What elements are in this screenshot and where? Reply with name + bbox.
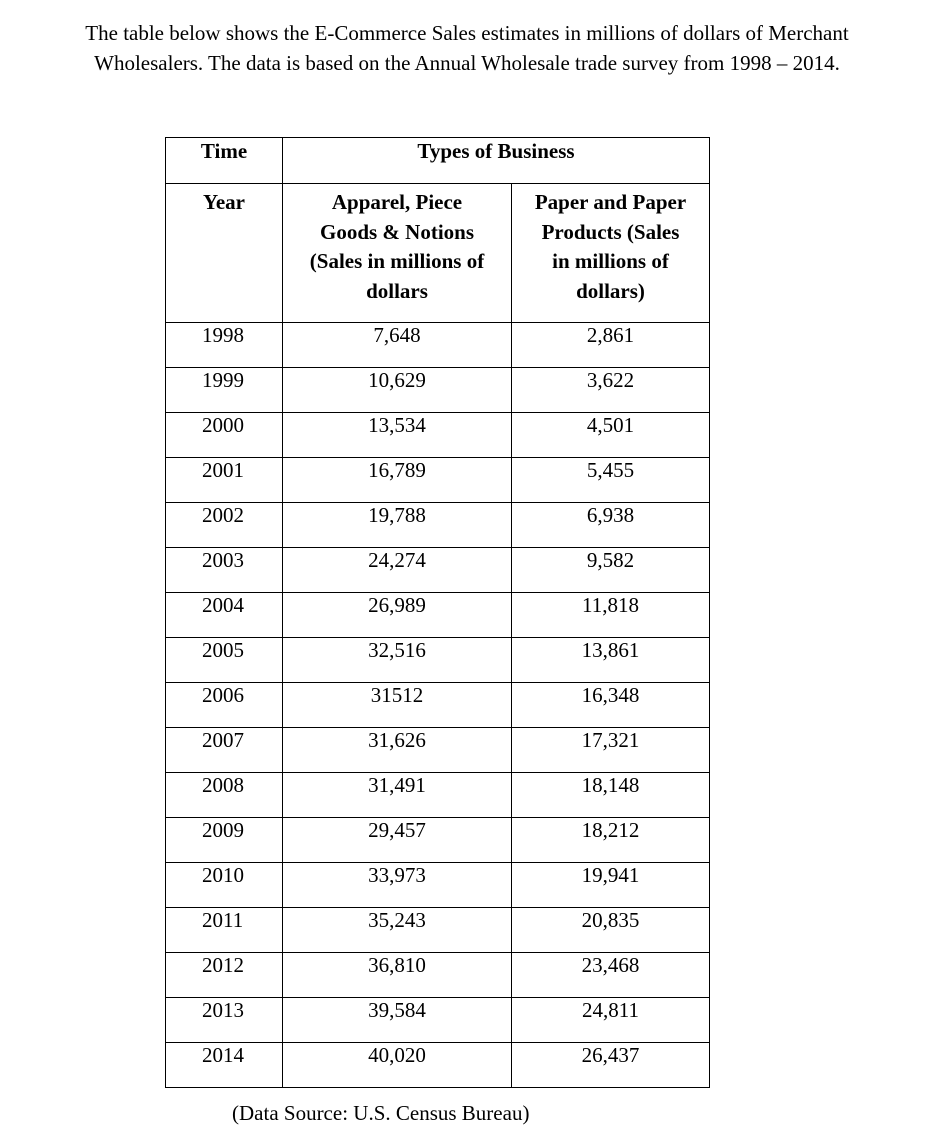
header-paper — [512, 184, 710, 323]
cell-year: 2005 — [166, 638, 283, 683]
header-types-of-business: Types of Business — [283, 138, 710, 184]
intro-line-2: Wholesalers. The data is based on the Annual Wholesale trade survey from 1998 – 2014. — [94, 51, 840, 75]
header-time: Time — [166, 138, 283, 184]
table-row — [166, 323, 710, 368]
cell-year: 2012 — [166, 953, 283, 998]
cell-paper: 5,455 — [512, 458, 710, 503]
cell-year: 2013 — [166, 998, 283, 1043]
cell-apparel: 32,516 — [283, 638, 512, 683]
cell-apparel: 13,534 — [283, 413, 512, 458]
header-paper-line: Paper and Paper — [534, 190, 687, 214]
cell-paper: 26,437 — [512, 1043, 710, 1088]
cell-year: 2001 — [166, 458, 283, 503]
cell-paper: 18,212 — [512, 818, 710, 863]
table-row — [166, 593, 710, 638]
cell-apparel: 7,648 — [283, 323, 512, 368]
table-row — [166, 998, 710, 1043]
table-row — [166, 413, 710, 458]
cell-apparel: 10,629 — [283, 368, 512, 413]
cell-year: 2006 — [166, 683, 283, 728]
header-paper-line: Products (Sales — [541, 219, 680, 244]
cell-paper: 24,811 — [512, 998, 710, 1043]
cell-year: 2009 — [166, 818, 283, 863]
cell-apparel: 35,243 — [283, 908, 512, 953]
cell-paper: 17,321 — [512, 728, 710, 773]
header-row-columns — [166, 184, 710, 323]
table-row — [166, 683, 710, 728]
header-paper-line: dollars) — [576, 278, 645, 303]
table-row — [166, 458, 710, 503]
intro-paragraph — [0, 18, 934, 78]
cell-paper: 23,468 — [512, 953, 710, 998]
cell-year: 2003 — [166, 548, 283, 593]
cell-apparel: 31,626 — [283, 728, 512, 773]
cell-apparel: 16,789 — [283, 458, 512, 503]
data-source-note: (Data Source: U.S. Census Bureau) — [232, 1101, 530, 1125]
cell-paper: 16,348 — [512, 683, 710, 728]
cell-year: 1998 — [166, 323, 283, 368]
cell-apparel: 29,457 — [283, 818, 512, 863]
cell-apparel: 26,989 — [283, 593, 512, 638]
cell-paper: 2,861 — [512, 323, 710, 368]
cell-paper: 3,622 — [512, 368, 710, 413]
cell-apparel: 39,584 — [283, 998, 512, 1043]
table-row — [166, 368, 710, 413]
cell-year: 2014 — [166, 1043, 283, 1088]
cell-apparel: 36,810 — [283, 953, 512, 998]
cell-apparel: 40,020 — [283, 1043, 512, 1088]
cell-paper: 13,861 — [512, 638, 710, 683]
cell-year: 2007 — [166, 728, 283, 773]
table-row — [166, 818, 710, 863]
cell-year: 2002 — [166, 503, 283, 548]
table-row — [166, 1043, 710, 1088]
cell-year: 1999 — [166, 368, 283, 413]
cell-paper: 6,938 — [512, 503, 710, 548]
sales-table — [165, 137, 710, 1088]
cell-year: 2004 — [166, 593, 283, 638]
cell-apparel: 31512 — [283, 683, 512, 728]
header-apparel-line: (Sales in millions of — [309, 249, 485, 273]
header-paper-line: in millions of — [552, 249, 669, 273]
cell-apparel: 33,973 — [283, 863, 512, 908]
table-row — [166, 548, 710, 593]
header-apparel — [283, 184, 512, 323]
table-row — [166, 638, 710, 683]
cell-paper: 19,941 — [512, 863, 710, 908]
table-row — [166, 503, 710, 548]
header-year: Year — [166, 184, 283, 323]
header-apparel-line: dollars — [366, 278, 428, 303]
table-row — [166, 908, 710, 953]
cell-apparel: 24,274 — [283, 548, 512, 593]
header-row-top — [166, 138, 710, 184]
table-row — [166, 953, 710, 998]
cell-paper: 20,835 — [512, 908, 710, 953]
cell-paper: 9,582 — [512, 548, 710, 593]
table-row — [166, 863, 710, 908]
cell-year: 2008 — [166, 773, 283, 818]
cell-paper: 4,501 — [512, 413, 710, 458]
header-apparel-line: Goods & Notions — [319, 219, 475, 244]
cell-apparel: 31,491 — [283, 773, 512, 818]
table-row — [166, 728, 710, 773]
cell-year: 2010 — [166, 863, 283, 908]
intro-line-1: The table below shows the E-Commerce Sales estimates in millions of dollars of Merchant — [85, 21, 849, 45]
cell-year: 2000 — [166, 413, 283, 458]
cell-apparel: 19,788 — [283, 503, 512, 548]
table-row — [166, 773, 710, 818]
header-apparel-line: Apparel, Piece — [331, 190, 463, 214]
cell-paper: 18,148 — [512, 773, 710, 818]
cell-year: 2011 — [166, 908, 283, 953]
cell-paper: 11,818 — [512, 593, 710, 638]
